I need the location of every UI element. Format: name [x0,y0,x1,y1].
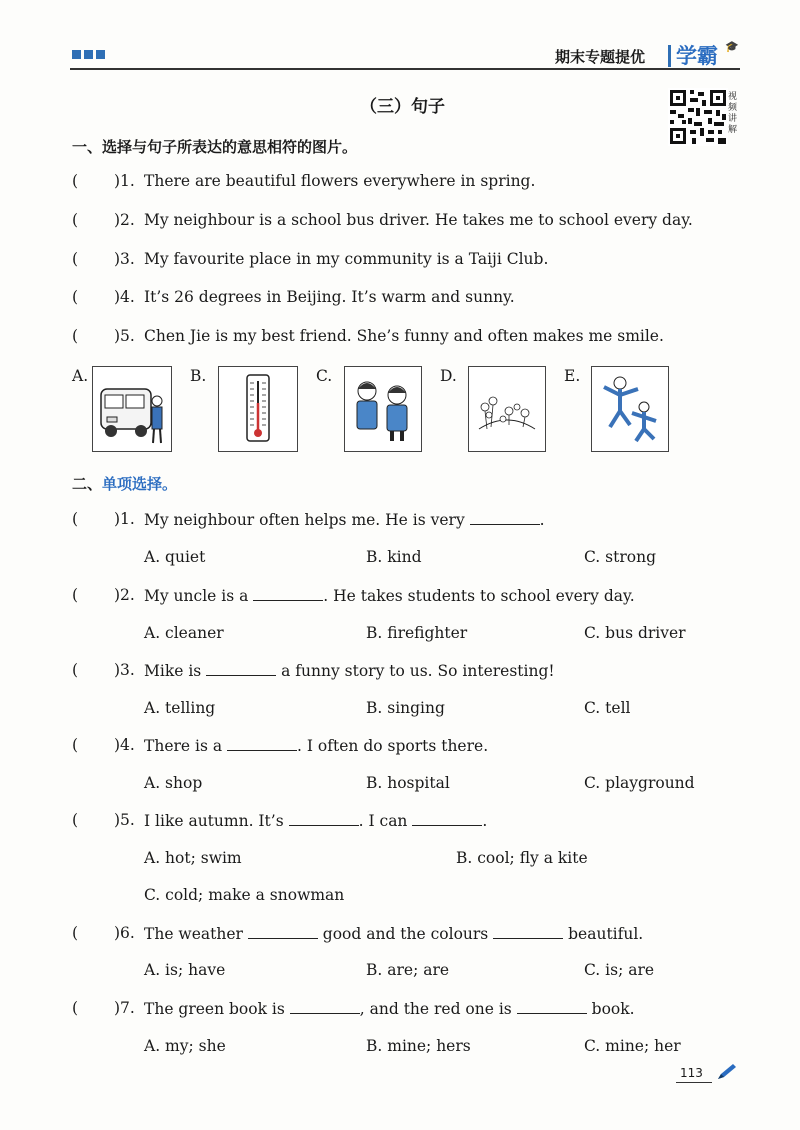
fill-blank[interactable] [517,999,587,1014]
qr-code-icon[interactable] [668,88,728,146]
graduation-cap-icon: 🎓 [725,40,739,53]
option-a[interactable]: A. my; she [144,1037,226,1055]
fill-blank[interactable] [289,811,359,826]
fill-blank[interactable] [412,811,482,826]
answer-blank[interactable]: )4. [114,288,135,306]
option-c[interactable]: C. strong [584,548,656,566]
option-c[interactable]: C. mine; her [584,1037,681,1055]
picture-label-c: C. [316,367,333,385]
answer-blank[interactable]: )2. [114,211,135,229]
answer-blank[interactable]: )7. [114,999,135,1017]
thermometer-picture [218,366,298,452]
option-a[interactable]: A. quiet [144,548,206,566]
answer-blank[interactable]: )2. [114,586,135,604]
fill-blank[interactable] [493,924,563,939]
option-b[interactable]: B. singing [366,699,445,717]
fill-blank[interactable] [290,999,360,1014]
option-b[interactable]: B. firefighter [366,624,468,642]
answer-blank[interactable]: )1. [114,510,135,528]
spring-flowers-picture [468,366,546,452]
picture-label-e: E. [564,367,581,385]
option-b[interactable]: B. cool; fly a kite [456,849,588,867]
option-b[interactable]: B. are; are [366,961,450,979]
option-b[interactable]: B. hospital [366,774,450,792]
option-c[interactable]: C. tell [584,699,631,717]
answer-blank[interactable]: )6. [114,924,135,942]
header-title: 期末专题提优 [555,48,646,66]
answer-blank[interactable]: )3. [114,250,135,268]
taiji-picture [591,366,669,452]
option-a[interactable]: A. cleaner [144,624,224,642]
option-a[interactable]: A. telling [144,699,216,717]
fill-blank[interactable] [253,586,323,601]
picture-label-b: B. [190,367,207,385]
part1-heading: 一、选择与句子所表达的意思相符的图片。 [72,138,358,156]
option-c[interactable]: C. is; are [584,961,655,979]
option-a[interactable]: A. hot; swim [144,849,242,867]
option-b[interactable]: B. mine; hers [366,1037,471,1055]
answer-blank[interactable]: )5. [114,327,135,345]
answer-blank[interactable]: )5. [114,811,135,829]
section-title: （三）句子 [360,97,445,117]
two-friends-picture [344,366,422,452]
picture-label-a: A. [72,367,89,385]
option-c[interactable]: C. bus driver [584,624,686,642]
option-a[interactable]: A. shop [144,774,203,792]
page-number-rule [676,1082,712,1083]
brand-logo: 学霸 [676,44,718,68]
page-number: 113 [680,1066,703,1080]
header-divider [668,45,671,67]
fill-blank[interactable] [206,661,276,676]
fill-blank[interactable] [248,924,318,939]
header-rule [70,68,740,70]
option-c[interactable]: C. cold; make a snowman [144,886,345,904]
qr-caption: 视频讲解 [728,92,738,135]
answer-blank[interactable]: )3. [114,661,135,679]
option-b[interactable]: B. kind [366,548,422,566]
header-decoration [72,50,105,59]
fill-blank[interactable] [470,510,540,525]
pen-icon [715,1062,739,1082]
option-a[interactable]: A. is; have [144,961,226,979]
school-bus-driver-picture [92,366,172,452]
picture-label-d: D. [440,367,457,385]
answer-blank[interactable]: )1. [114,172,135,190]
answer-blank[interactable]: )4. [114,736,135,754]
part2-heading: 二、单项选择。 [72,475,178,493]
option-c[interactable]: C. playground [584,774,695,792]
fill-blank[interactable] [227,736,297,751]
